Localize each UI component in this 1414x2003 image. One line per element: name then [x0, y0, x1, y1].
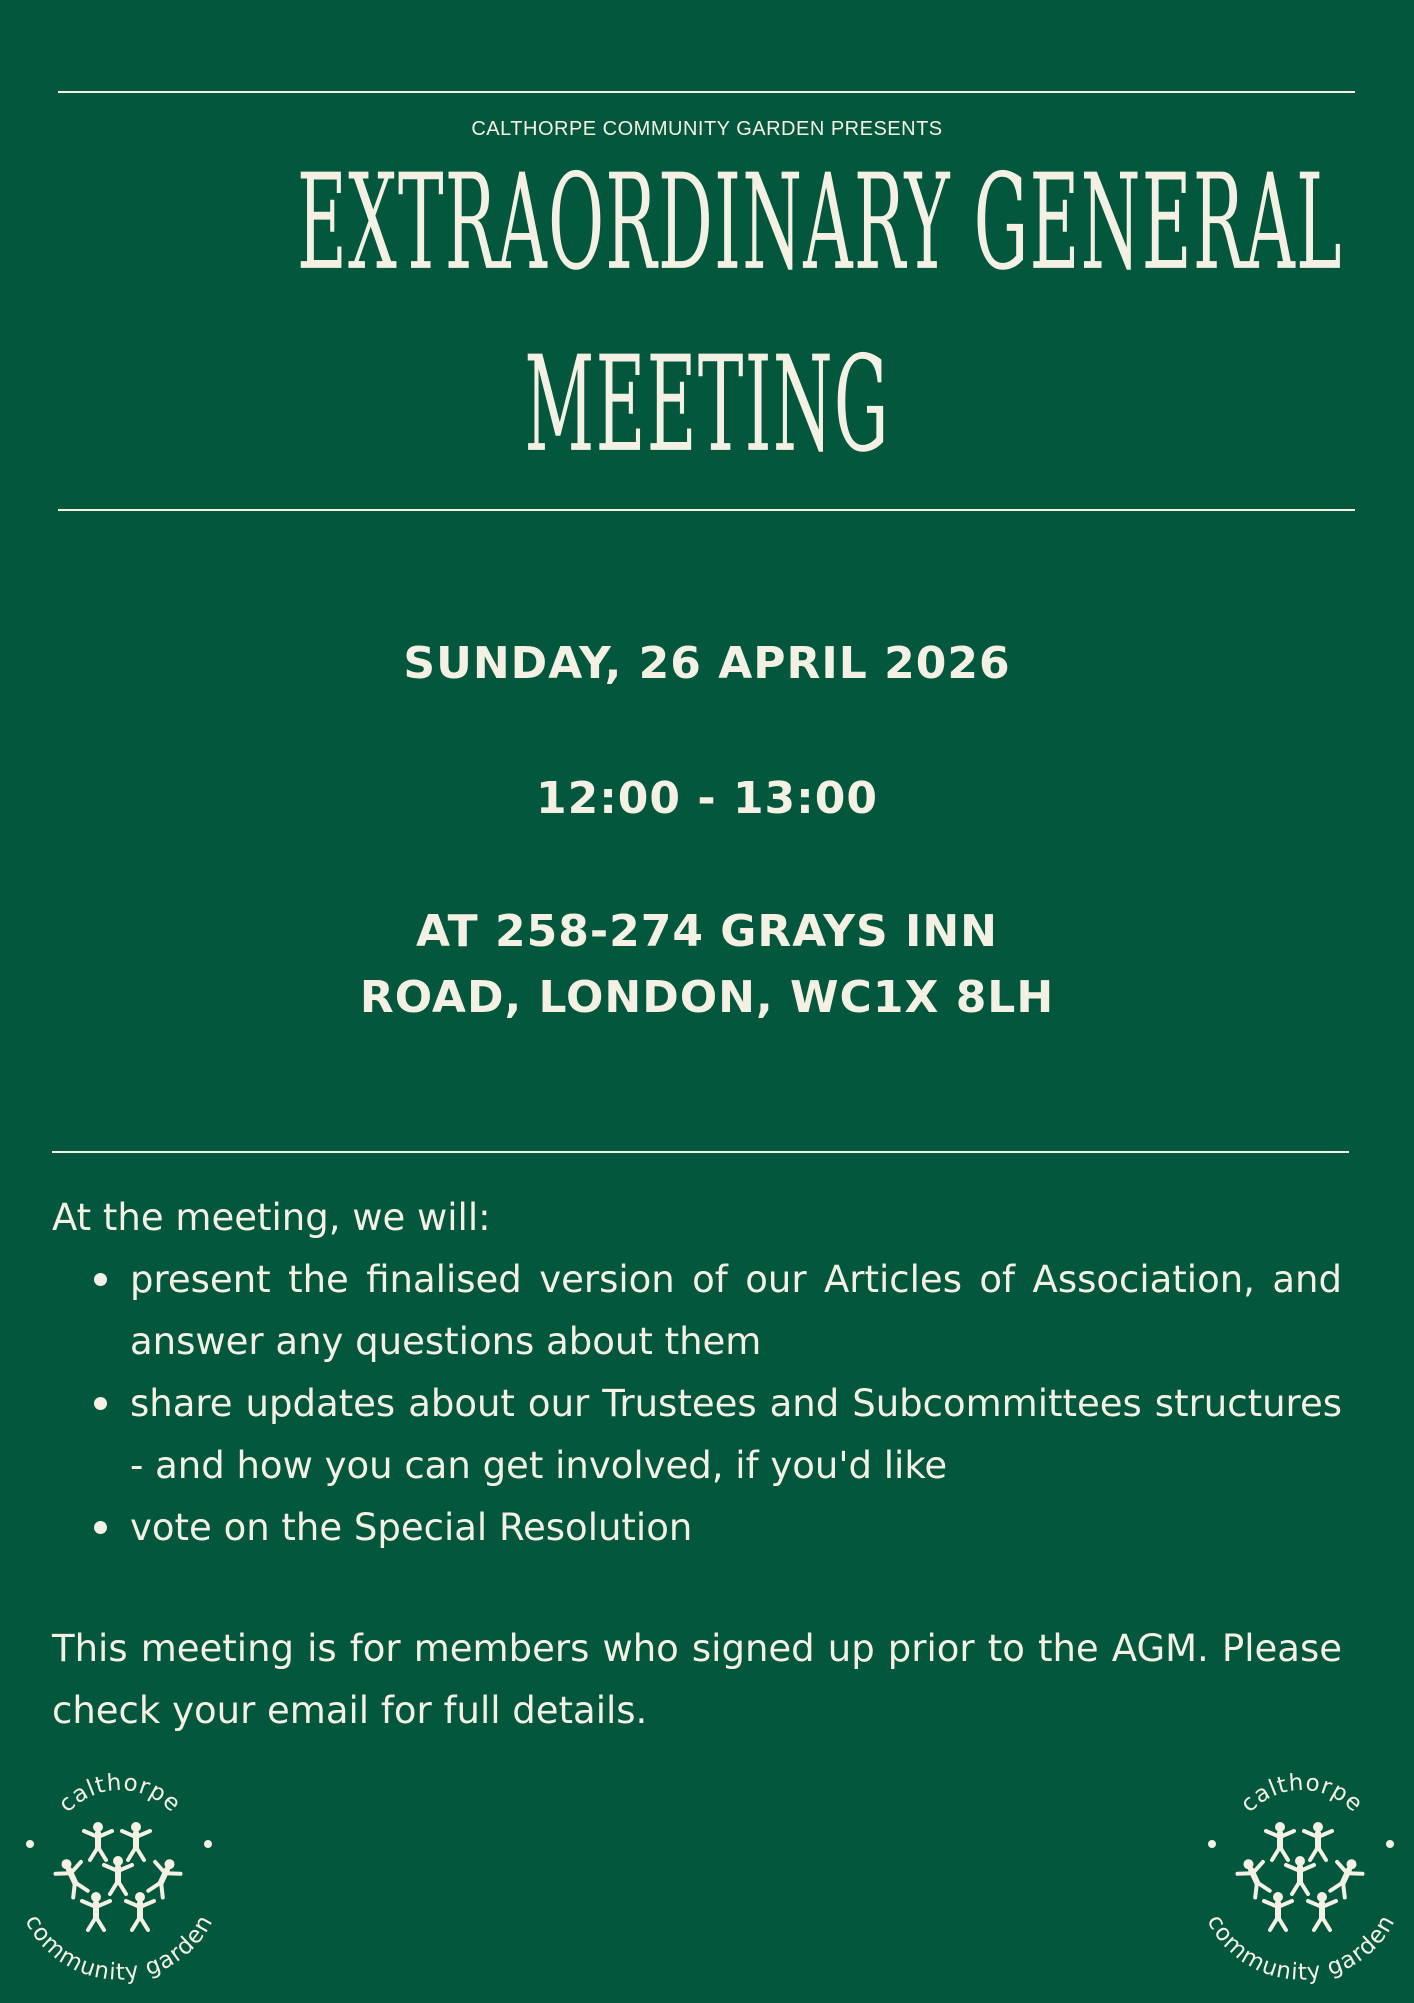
bullet-icon — [94, 1273, 107, 1286]
agenda-divider — [52, 1151, 1349, 1153]
svg-text:calthorpe — [54, 1770, 186, 1818]
presenter-line: CALTHORPE COMMUNITY GARDEN PRESENTS — [471, 118, 943, 140]
bullet-icon — [94, 1521, 107, 1534]
svg-text:community garden — [1202, 1910, 1401, 1985]
logo-bottom-words: community garden — [19, 1910, 219, 1986]
list-item — [52, 1249, 1342, 1373]
page-title-line-1: EXTRAORDINARY GENERAL — [296, 144, 1343, 300]
logo-top-word: calthorpe — [1235, 1769, 1369, 1818]
list-item-text: present the finalised version of our Articles of Association, and answer any questions about them — [130, 1258, 1342, 1363]
garden-logo-icon — [1190, 1768, 1410, 1998]
membership-note: This meeting is for members who signed up prior to the AGM. Please check your email for full details. — [52, 1627, 1342, 1732]
event-address — [0, 899, 1414, 1031]
calthorpe-logo-right — [1190, 1768, 1410, 1998]
list-item-text: share updates about our Trustees and Subcommittees structures - and how you can get involved, if you'd like — [130, 1382, 1342, 1487]
bullet-icon — [94, 1397, 107, 1410]
page-title-line-2: MEETING — [524, 326, 890, 482]
title-bottom-divider — [58, 509, 1355, 511]
logo-top-word: calthorpe — [53, 1769, 187, 1818]
list-item — [52, 1497, 1342, 1559]
garden-logo-icon — [8, 1768, 228, 1998]
top-divider — [58, 91, 1355, 93]
event-time: 12:00 - 13:00 — [535, 773, 878, 824]
list-item-text: vote on the Special Resolution — [130, 1506, 693, 1549]
svg-text:community garden — [20, 1910, 219, 1985]
logo-bottom-words: community garden — [1201, 1910, 1401, 1986]
event-address-line-2: ROAD, LONDON, WC1X 8LH — [359, 972, 1055, 1023]
list-item — [52, 1373, 1342, 1497]
agenda-intro: At the meeting, we will: — [52, 1196, 491, 1239]
event-date: SUNDAY, 26 APRIL 2026 — [403, 638, 1011, 689]
svg-text:calthorpe — [1236, 1770, 1368, 1818]
agenda-list — [52, 1249, 1342, 1559]
event-address-line-1: AT 258-274 GRAYS INN — [416, 906, 998, 957]
calthorpe-logo-left — [8, 1768, 228, 1998]
